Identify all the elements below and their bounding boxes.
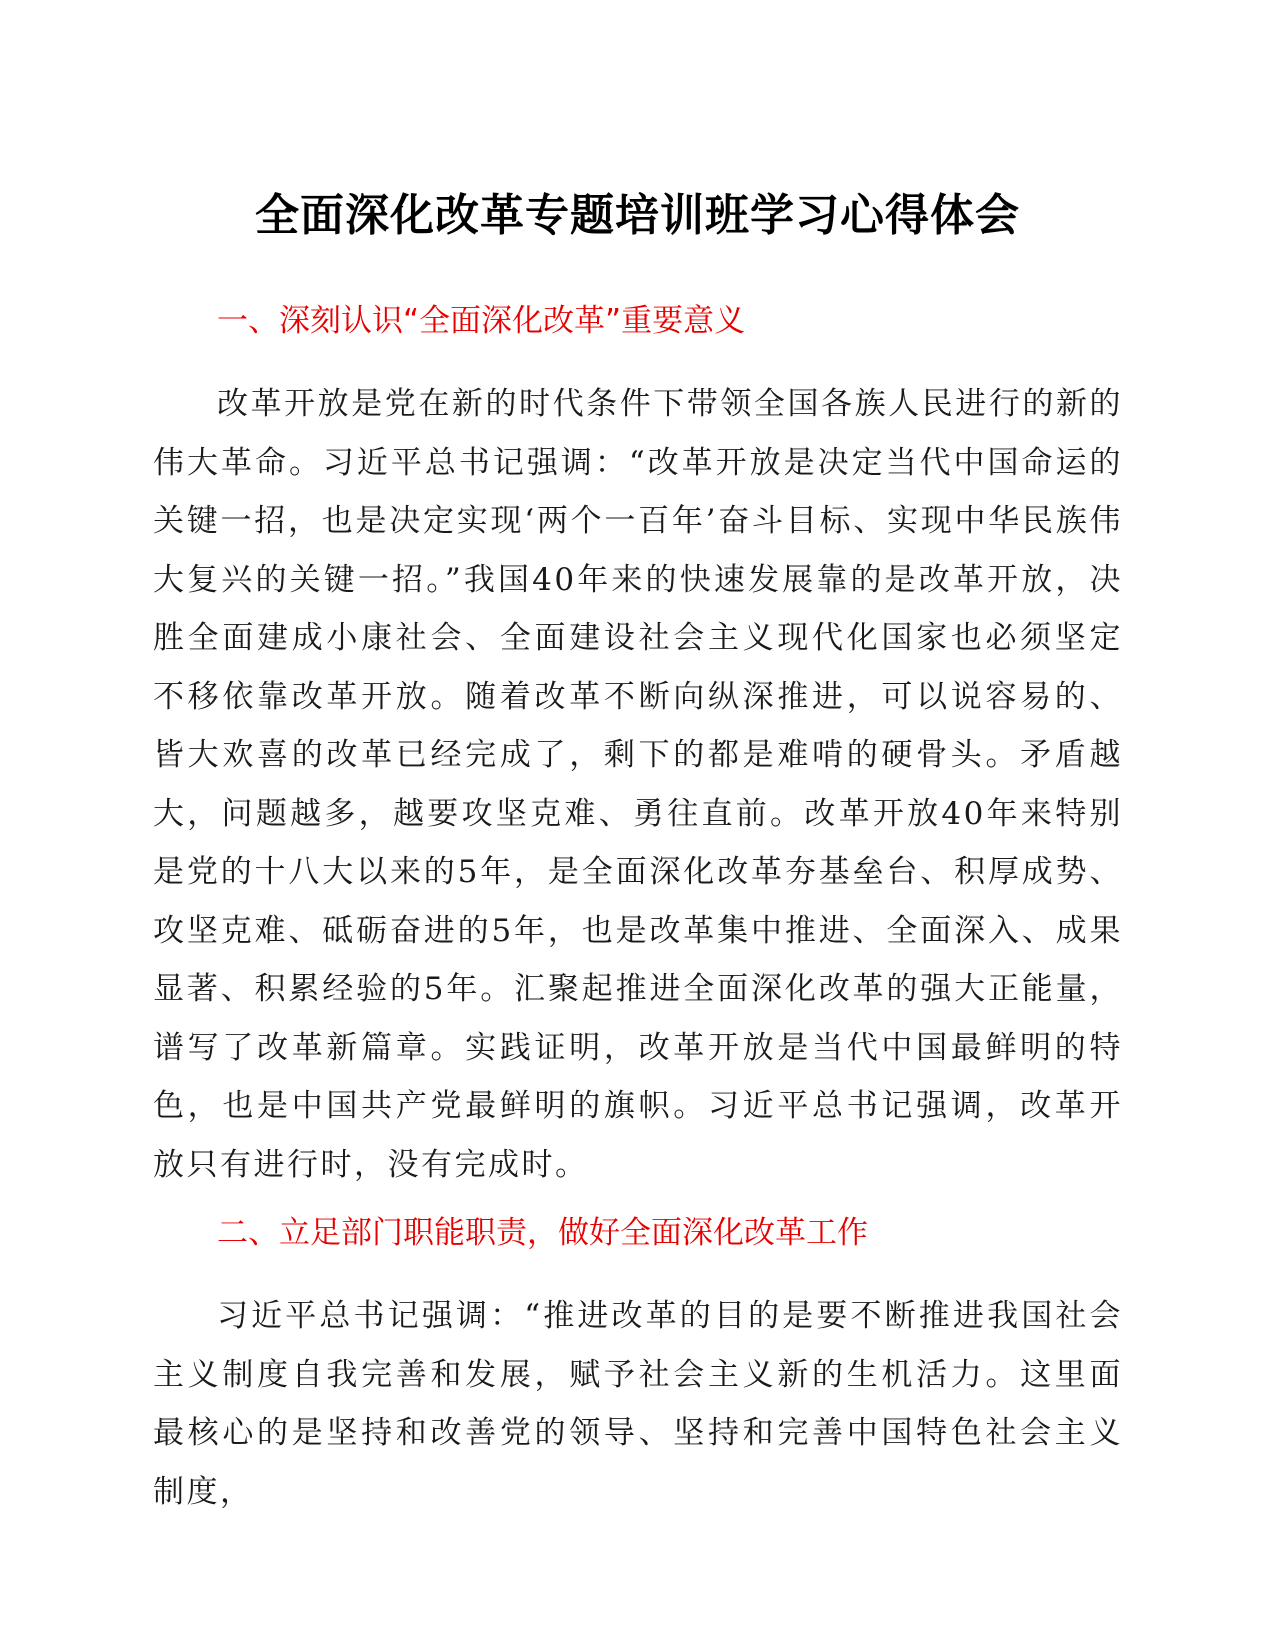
section-paragraph-1: 改革开放是党在新的时代条件下带领全国各族人民进行的新的伟大革命。习近平总书记强调：“改革开放是决定当代中国命运的关键一招，也是决定实现‘两个一百年’奋斗目标、实现中华民族伟大复兴的关键一招。”我国40年来的快速发展靠的是改革开放，决胜全面建成小康社会、全面建设社会主义现代化国家也必须坚定不移依靠改革开放。随着改革不断向纵深推进，可以说容易的、皆大欢喜的改革已经完成了，剩下的都是难啃的硬骨头。矛盾越大，问题越多，越要攻坚克难、勇往直前。改革开放40年来特别是党的十八大以来的5年，是全面深化改革夯基垒台、积厚成势、攻坚克难、砥砺奋进的5年，也是改革集中推进、全面深入、成果显著、积累经验的5年。汇聚起推进全面深化改革的强大正能量，谱写了改革新篇章。实践证明，改革开放是当代中国最鲜明的特色，也是中国共产党最鲜明的旗帜。习近平总书记强调，改革开放只有进行时，没有完成时。 [153, 386, 1123, 1183]
document-title: 全面深化改革专题培训班学习心得体会 [255, 190, 1020, 241]
section-heading-1: 一、深刻认识“全面深化改革”重要意义 [217, 303, 746, 339]
section-paragraph-2: 习近平总书记强调：“推进改革的目的是要不断推进我国社会主义制度自我完善和发展，赋予社会主义新的生机活力。这里面最核心的是坚持和改善党的领导、坚持和完善中国特色社会主义制度， [153, 1298, 1123, 1510]
section-heading-2: 二、立足部门职能职责，做好全面深化改革工作 [217, 1215, 868, 1251]
